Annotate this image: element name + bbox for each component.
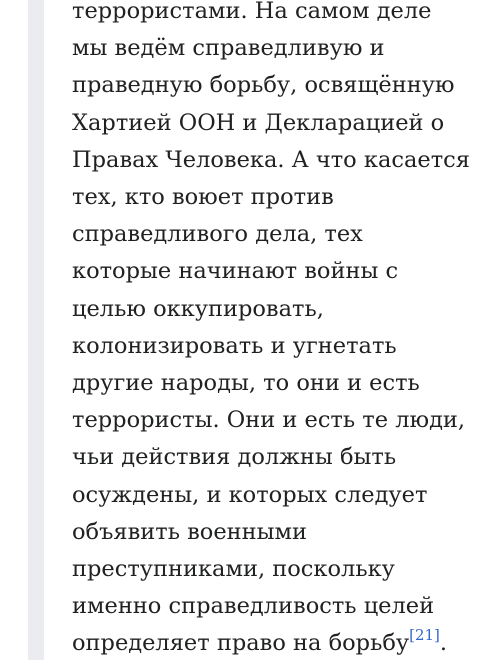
quote-line: Хартией ООН и Декларацией о (72, 109, 445, 136)
quote-line: осуждены, и которых следует (72, 481, 428, 508)
quote-line: террористами. На самом деле (72, 0, 432, 24)
quote-line: колонизировать и угнетать (72, 332, 397, 359)
quote-line: которые начинают войны с (72, 258, 399, 285)
quote-line: мы ведём справедливую и (72, 35, 385, 62)
quote-line: другие народы, то они и есть (72, 370, 420, 397)
quote-trailing-period: . (439, 630, 448, 657)
quote-line: именно справедливость целей (72, 593, 435, 620)
quote-line: объявить военными (72, 518, 308, 545)
quote-line: Правах Человека. А что касается (72, 146, 470, 173)
blockquote (72, 0, 492, 660)
quote-line: справедливого дела, тех (72, 221, 363, 248)
quote-line: тех, кто воюет против (72, 184, 334, 211)
quote-line: чьи действия должны быть (72, 444, 397, 471)
blockquote-bar (28, 0, 44, 660)
quote-last-line-text: определяет право на борьбу (72, 630, 410, 657)
quote-line: террористы. Они и есть те люди, (72, 407, 466, 434)
quote-last-line (72, 625, 492, 660)
quote-line: праведную борьбу, освящённую (72, 72, 455, 99)
quote-line: целью оккупировать, (72, 295, 324, 322)
citation-link[interactable]: [21] (409, 626, 440, 645)
quote-line: преступниками, поскольку (72, 556, 395, 583)
